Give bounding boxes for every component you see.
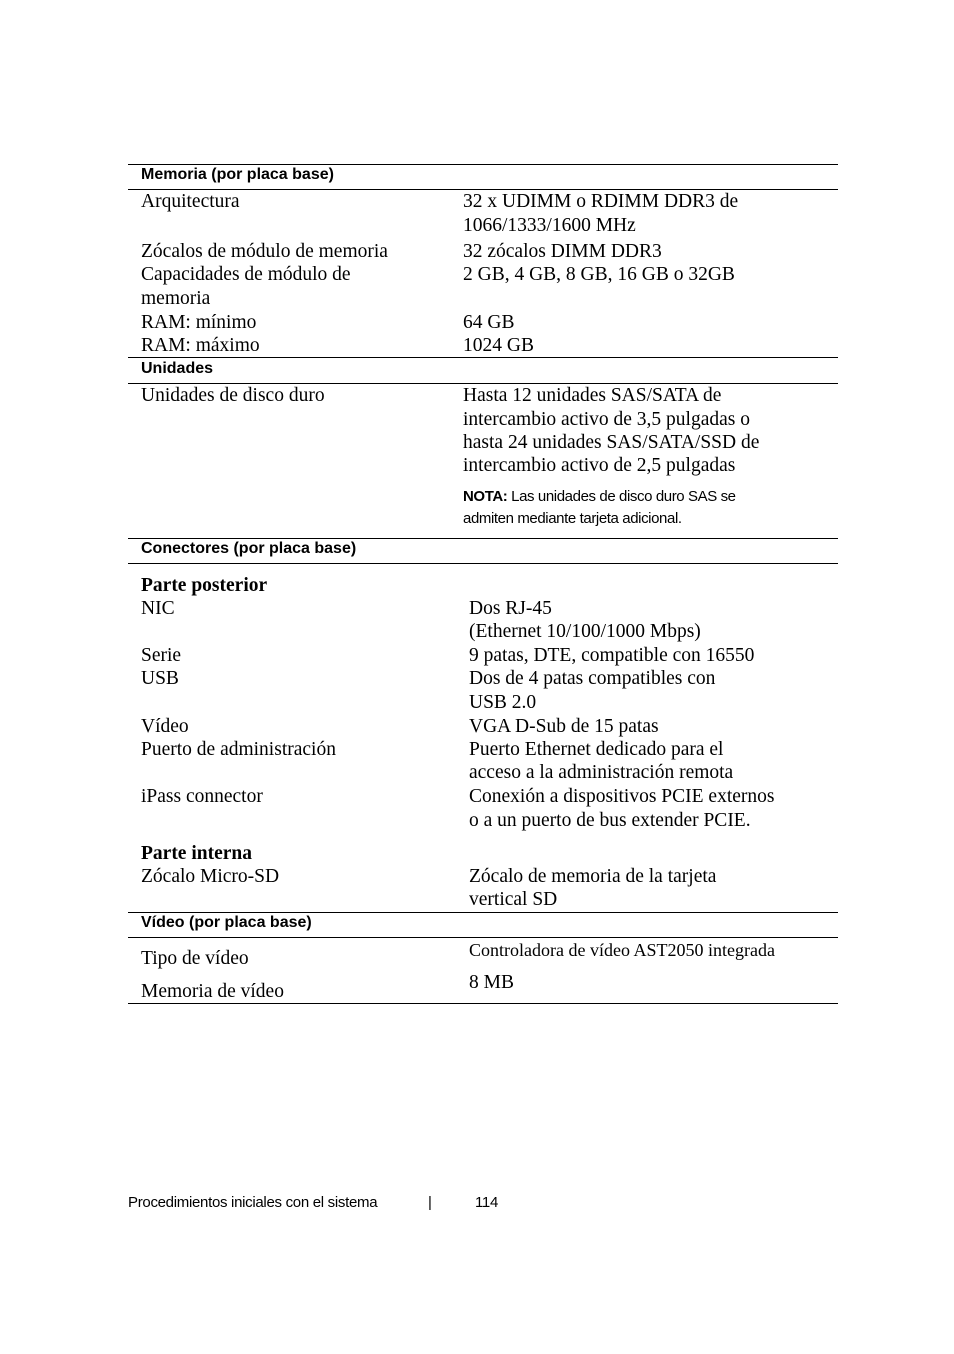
value-arquitectura-line1: 32 x UDIMM o RDIMM DDR3 de <box>463 191 739 212</box>
value-unidades-line3: hasta 24 unidades SAS/SATA/SSD de <box>463 432 760 453</box>
value-usb-line2: USB 2.0 <box>469 692 537 713</box>
value-unidades-line4: intercambio activo de 2,5 pulgadas <box>463 455 736 476</box>
value-puerto-admin-line1: Puerto Ethernet dedicado para el <box>469 739 724 760</box>
label-ipass-connector: iPass connector <box>141 786 263 807</box>
footer-separator: | <box>428 1194 432 1211</box>
value-video: VGA D-Sub de 15 patas <box>469 716 659 737</box>
value-nic-line1: Dos RJ-45 <box>469 598 552 619</box>
value-ram-maximo: 1024 GB <box>463 335 534 356</box>
value-unidades-line2: intercambio activo de 3,5 pulgadas o <box>463 409 750 430</box>
video-heading-rule <box>128 937 838 938</box>
value-micro-sd-line2: vertical SD <box>469 889 558 910</box>
value-ipass-line2: o a un puerto de bus extender PCIE. <box>469 810 751 831</box>
value-usb-line1: Dos de 4 patas compatibles con <box>469 668 716 689</box>
note-text-line1: Las unidades de disco duro SAS se <box>511 488 736 505</box>
footer-title: Procedimientos iniciales con el sistema <box>128 1194 378 1211</box>
subheading-parte-posterior: Parte posterior <box>141 575 268 596</box>
label-zocalo-micro-sd: Zócalo Micro-SD <box>141 866 280 887</box>
label-unidades-disco: Unidades de disco duro <box>141 385 325 406</box>
label-capacidades-line2: memoria <box>141 288 211 309</box>
value-micro-sd-line1: Zócalo de memoria de la tarjeta <box>469 866 717 887</box>
value-serie: 9 patas, DTE, compatible con 16550 <box>469 645 755 666</box>
label-serie: Serie <box>141 645 182 666</box>
value-unidades-line1: Hasta 12 unidades SAS/SATA de <box>463 385 722 406</box>
value-memoria-video: 8 MB <box>469 972 514 993</box>
section-heading-memoria: Memoria (por placa base) <box>141 166 334 183</box>
value-capacidades: 2 GB, 4 GB, 8 GB, 16 GB o 32GB <box>463 264 735 285</box>
label-zocalos-modulo: Zócalos de módulo de memoria <box>141 241 388 262</box>
value-arquitectura-line2: 1066/1333/1600 MHz <box>463 215 636 236</box>
value-ipass-line1: Conexión a dispositivos PCIE externos <box>469 786 775 807</box>
value-zocalos-modulo: 32 zócalos DIMM DDR3 <box>463 241 662 262</box>
label-nic: NIC <box>141 598 175 619</box>
section-heading-conectores: Conectores (por placa base) <box>141 540 357 557</box>
label-tipo-video: Tipo de vídeo <box>141 948 249 969</box>
section-heading-video: Vídeo (por placa base) <box>141 914 312 931</box>
value-ram-minimo: 64 GB <box>463 312 515 333</box>
label-usb: USB <box>141 668 179 689</box>
subheading-parte-interna: Parte interna <box>141 843 253 864</box>
label-capacidades-line1: Capacidades de módulo de <box>141 264 351 285</box>
section-heading-unidades: Unidades <box>141 360 214 377</box>
label-ram-maximo: RAM: máximo <box>141 335 260 356</box>
value-tipo-video: Controladora de vídeo AST2050 integrada <box>469 940 775 960</box>
footer-page-number: 114 <box>475 1194 499 1211</box>
value-puerto-admin-line2: acceso a la administración remota <box>469 762 734 783</box>
note-label: NOTA: <box>463 488 508 505</box>
label-puerto-administracion: Puerto de administración <box>141 739 336 760</box>
label-video: Vídeo <box>141 716 189 737</box>
note-sas <box>463 486 736 508</box>
label-memoria-video: Memoria de vídeo <box>141 981 284 1002</box>
label-arquitectura: Arquitectura <box>141 191 240 212</box>
value-nic-line2: (Ethernet 10/100/1000 Mbps) <box>469 621 701 642</box>
label-ram-minimo: RAM: mínimo <box>141 312 257 333</box>
conectores-heading-rule <box>128 563 838 564</box>
note-text-line2: admiten mediante tarjeta adicional. <box>463 510 682 527</box>
